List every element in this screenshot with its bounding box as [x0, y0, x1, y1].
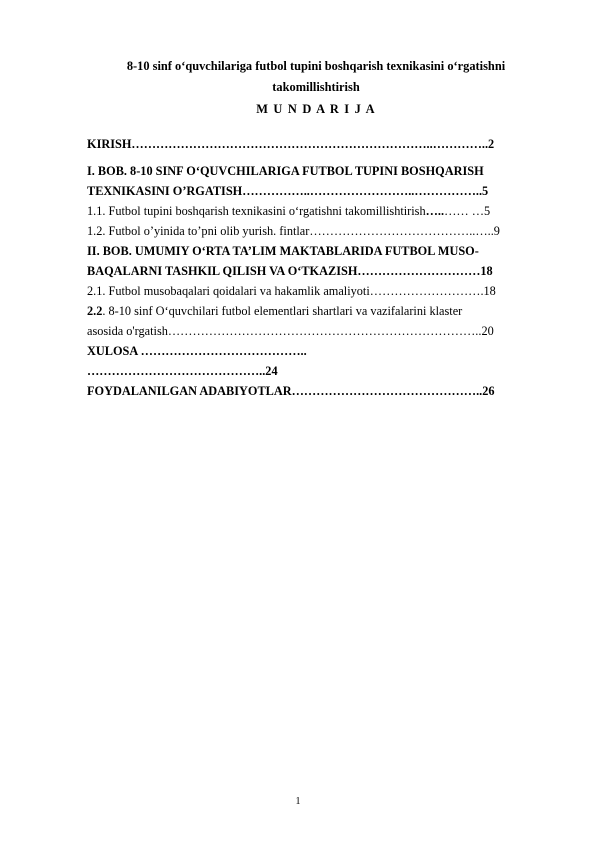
toc-section-2-2[interactable]	[87, 301, 550, 321]
table-of-contents	[87, 134, 550, 401]
toc-chapter-1-line-1[interactable]: I. BOB. 8-10 SINF O‘QUVCHILARIGA FUTBOL TUPINI BOSHQARISH	[87, 164, 484, 178]
toc-section-1-1-text: 1.1. Futbol tupini boshqarish texnikasini o‘rgatishni takomillishtirish	[87, 204, 426, 218]
contents-heading: M U N D A R I J A	[256, 102, 376, 116]
toc-xulosa-line-2[interactable]: ……………………………………..24	[87, 364, 278, 378]
toc-section-2-2-text: . 8-10 sinf O‘quvchilari futbol elementlari shartlari va vazifalarini klaster	[102, 304, 463, 318]
toc-section-1-1-page: …… …5	[444, 204, 491, 218]
toc-section-1-1-dots: …..	[425, 204, 445, 218]
toc-kirish[interactable]: KIRISH………………………………………………………………..…………..2	[87, 137, 495, 151]
toc-chapter-2-line-2[interactable]: BAQALARNI TASHKIL QILISH VA O‘TKAZISH…………………………18	[87, 264, 493, 278]
toc-section-2-2-line-2[interactable]: asosida o'rgatish…………………………………………………………………..20	[87, 324, 494, 338]
toc-foydalanilgan[interactable]: FOYDALANILGAN ADABIYOTLAR………………………………………..26	[87, 384, 495, 398]
document-title: 8-10 sinf o‘quvchilariga futbol tupini boshqarish texnikasini o‘rgatishni takomillishtirish	[126, 59, 506, 94]
page-number: 1	[295, 796, 301, 807]
toc-section-1-2[interactable]: 1.2. Futbol o’yinida to’pni olib yurish. fintlar…………………………………..…..9	[87, 224, 500, 238]
toc-xulosa-line-1[interactable]: XULOSA …………………………………..	[87, 344, 307, 358]
toc-section-2-2-number: 2.2	[87, 304, 103, 318]
toc-section-2-1[interactable]: 2.1. Futbol musobaqalari qoidalari va hakamlik amaliyoti……………………….18	[87, 284, 496, 298]
toc-chapter-1-line-2[interactable]: TEXNIKASINI O’RGATISH……………..……………………..……………..5	[87, 184, 489, 198]
toc-section-1-1[interactable]	[87, 201, 550, 221]
toc-chapter-2-line-1[interactable]: II. BOB. UMUMIY O‘RTA TA’LIM MAKTABLARIDA FUTBOL MUSO-	[87, 244, 479, 258]
